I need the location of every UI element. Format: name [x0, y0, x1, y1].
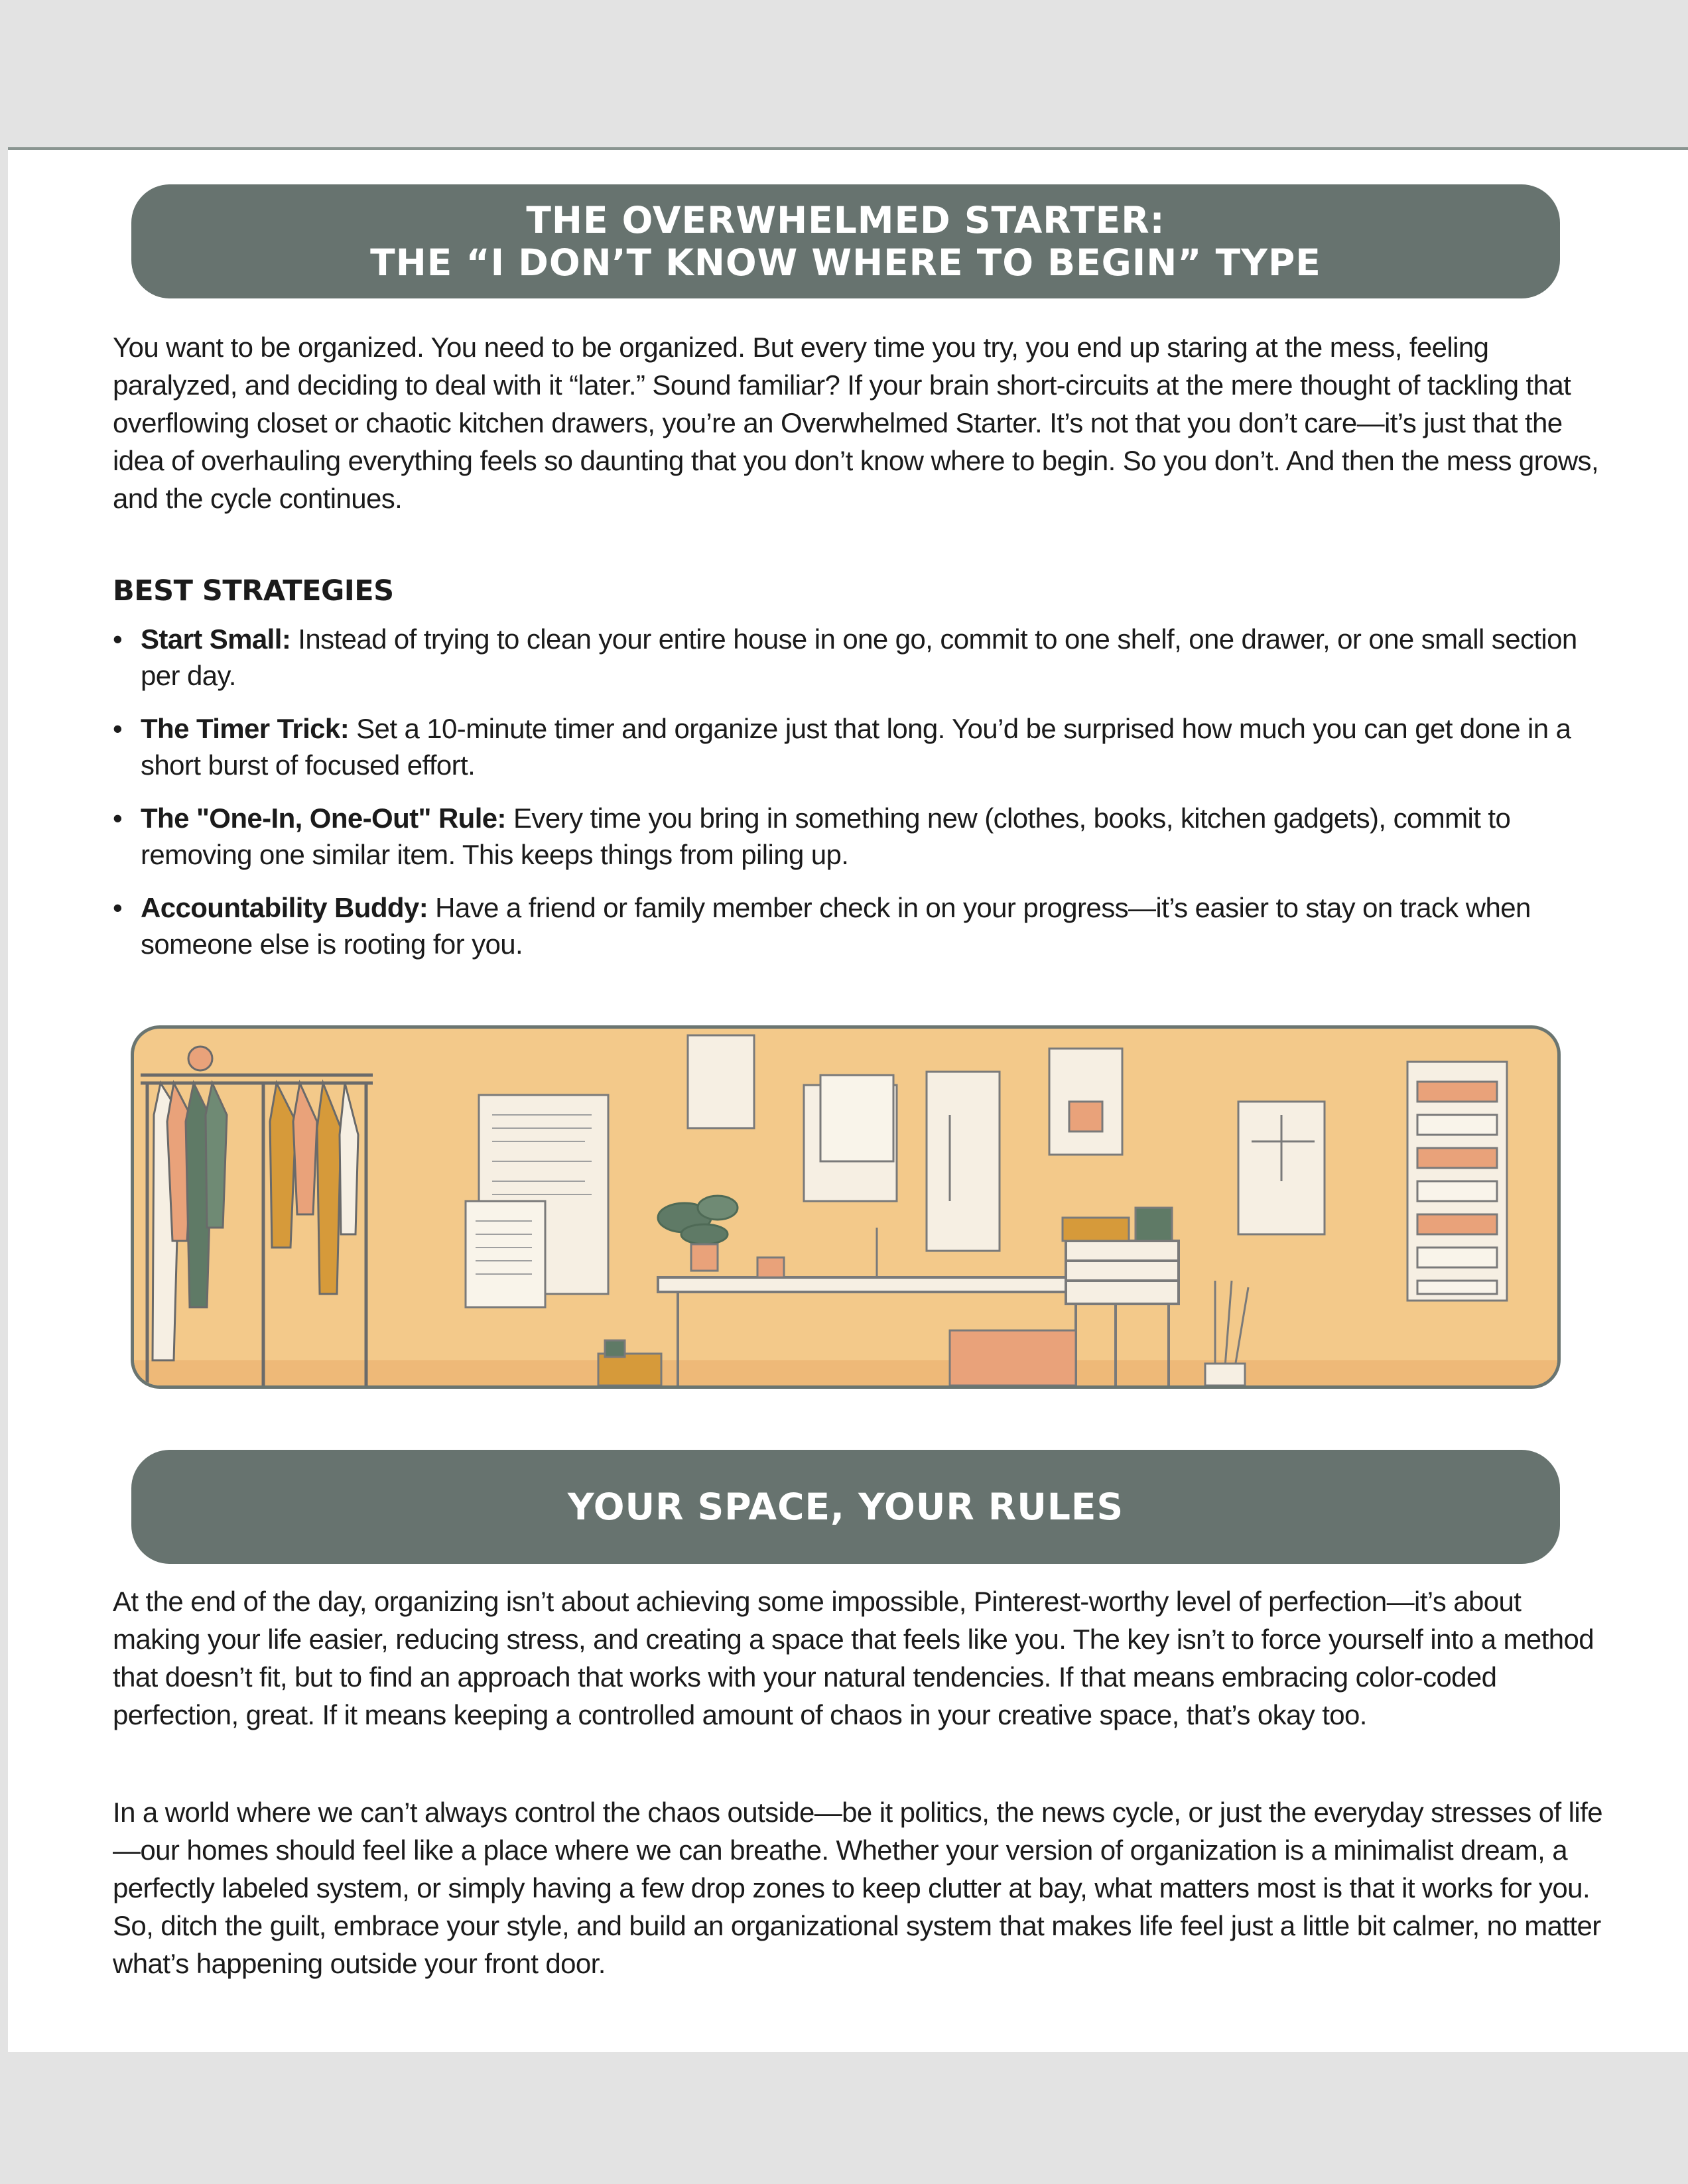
section-title-banner: [131, 1450, 1560, 1564]
strategies-list: [113, 621, 1605, 979]
wall-sketches-icon: [688, 1035, 1325, 1251]
strategy-text: Set a 10-minute timer and organize just that long. You’d be surprised how much you can get done in a short burst of focused effort.: [141, 713, 1571, 781]
room-illustration: [131, 1025, 1561, 1389]
pinned-notes-icon: [466, 1095, 608, 1307]
strategy-label: The Timer Trick:: [141, 713, 350, 744]
strategy-text: Every time you bring in something new (clothes, books, kitchen gadgets), commit to removing one similar item. This keeps things from piling up.: [141, 803, 1511, 870]
strategy-item: [113, 710, 1605, 783]
document-page: [8, 147, 1688, 2052]
intro-paragraph: You want to be organized. You need to be organized. But every time you try, you end up staring at the mess, feeling paralyzed, and deciding to deal with it “later.” Sound familiar? If your brain short-circuits at the mere thought of tackling that overflowing closet or chaotic kitchen drawers, you’re an Overwhelmed Starter. It’s not that you don’t care—it’s just that the idea of overhauling everything feels so daunting that you don’t know where to begin. So you don’t. And then the mess grows, and the cycle continues.: [113, 332, 1599, 514]
closing-paragraph-2: In a world where we can’t always control the chaos outside—be it politics, the news cycle, or just the everyday stresses of life—our homes should feel like a place where we can breathe. Whether your version of organization is a minimalist dream, a perfectly labeled system, or simply having a few drop zones to keep clutter at bay, what matters most is that it works for you. So, ditch the guilt, embrace your style, and build an organizational system that makes life feel just a little bit calmer, no matter what’s happening outside your front door.: [113, 1797, 1602, 1979]
closing-paragraph-1: At the end of the day, organizing isn’t about achieving some impossible, Pinterest-worthy level of perfection—it’s about making your life easier, reducing stress, and creating a space that feels like you. The key isn’t to force yourself into a method that doesn’t fit, but to find an approach that works with your natural tendencies. If that means embracing color-coded perfection, great. If it means keeping a controlled amount of chaos in your creative space, that’s okay too.: [113, 1586, 1594, 1730]
section-title-line-2: THE “I DON’T KNOW WHERE TO BEGIN” TYPE: [370, 241, 1321, 284]
strategy-label: The "One-In, One-Out" Rule:: [141, 803, 506, 834]
strategies-heading: BEST STRATEGIES: [113, 574, 394, 608]
hat-icon: [188, 1047, 212, 1070]
strategy-item: [113, 800, 1605, 873]
plant-icon: [658, 1196, 738, 1271]
strategy-label: Accountability Buddy:: [141, 892, 428, 923]
section-title-banner: [131, 184, 1560, 298]
section-title: YOUR SPACE, YOUR RULES: [567, 1486, 1124, 1528]
strategy-item: [113, 889, 1605, 962]
strategy-text: Instead of trying to clean your entire house in one go, commit to one shelf, one drawer, or one small section per day.: [141, 623, 1577, 691]
floor: [134, 1360, 1557, 1385]
strategy-text: Have a friend or family member check in on your progress—it’s easier to stay on track when someone else is rooting for you.: [141, 892, 1531, 960]
hanging-clothes-icon: [153, 1083, 358, 1360]
section-title-line-1: THE OVERWHELMED STARTER:: [526, 199, 1165, 241]
shelf-unit-icon: [1407, 1062, 1507, 1301]
strategy-item: [113, 621, 1605, 694]
room-illustration-drawing: [134, 1029, 1557, 1385]
strategy-label: Start Small:: [141, 623, 291, 655]
